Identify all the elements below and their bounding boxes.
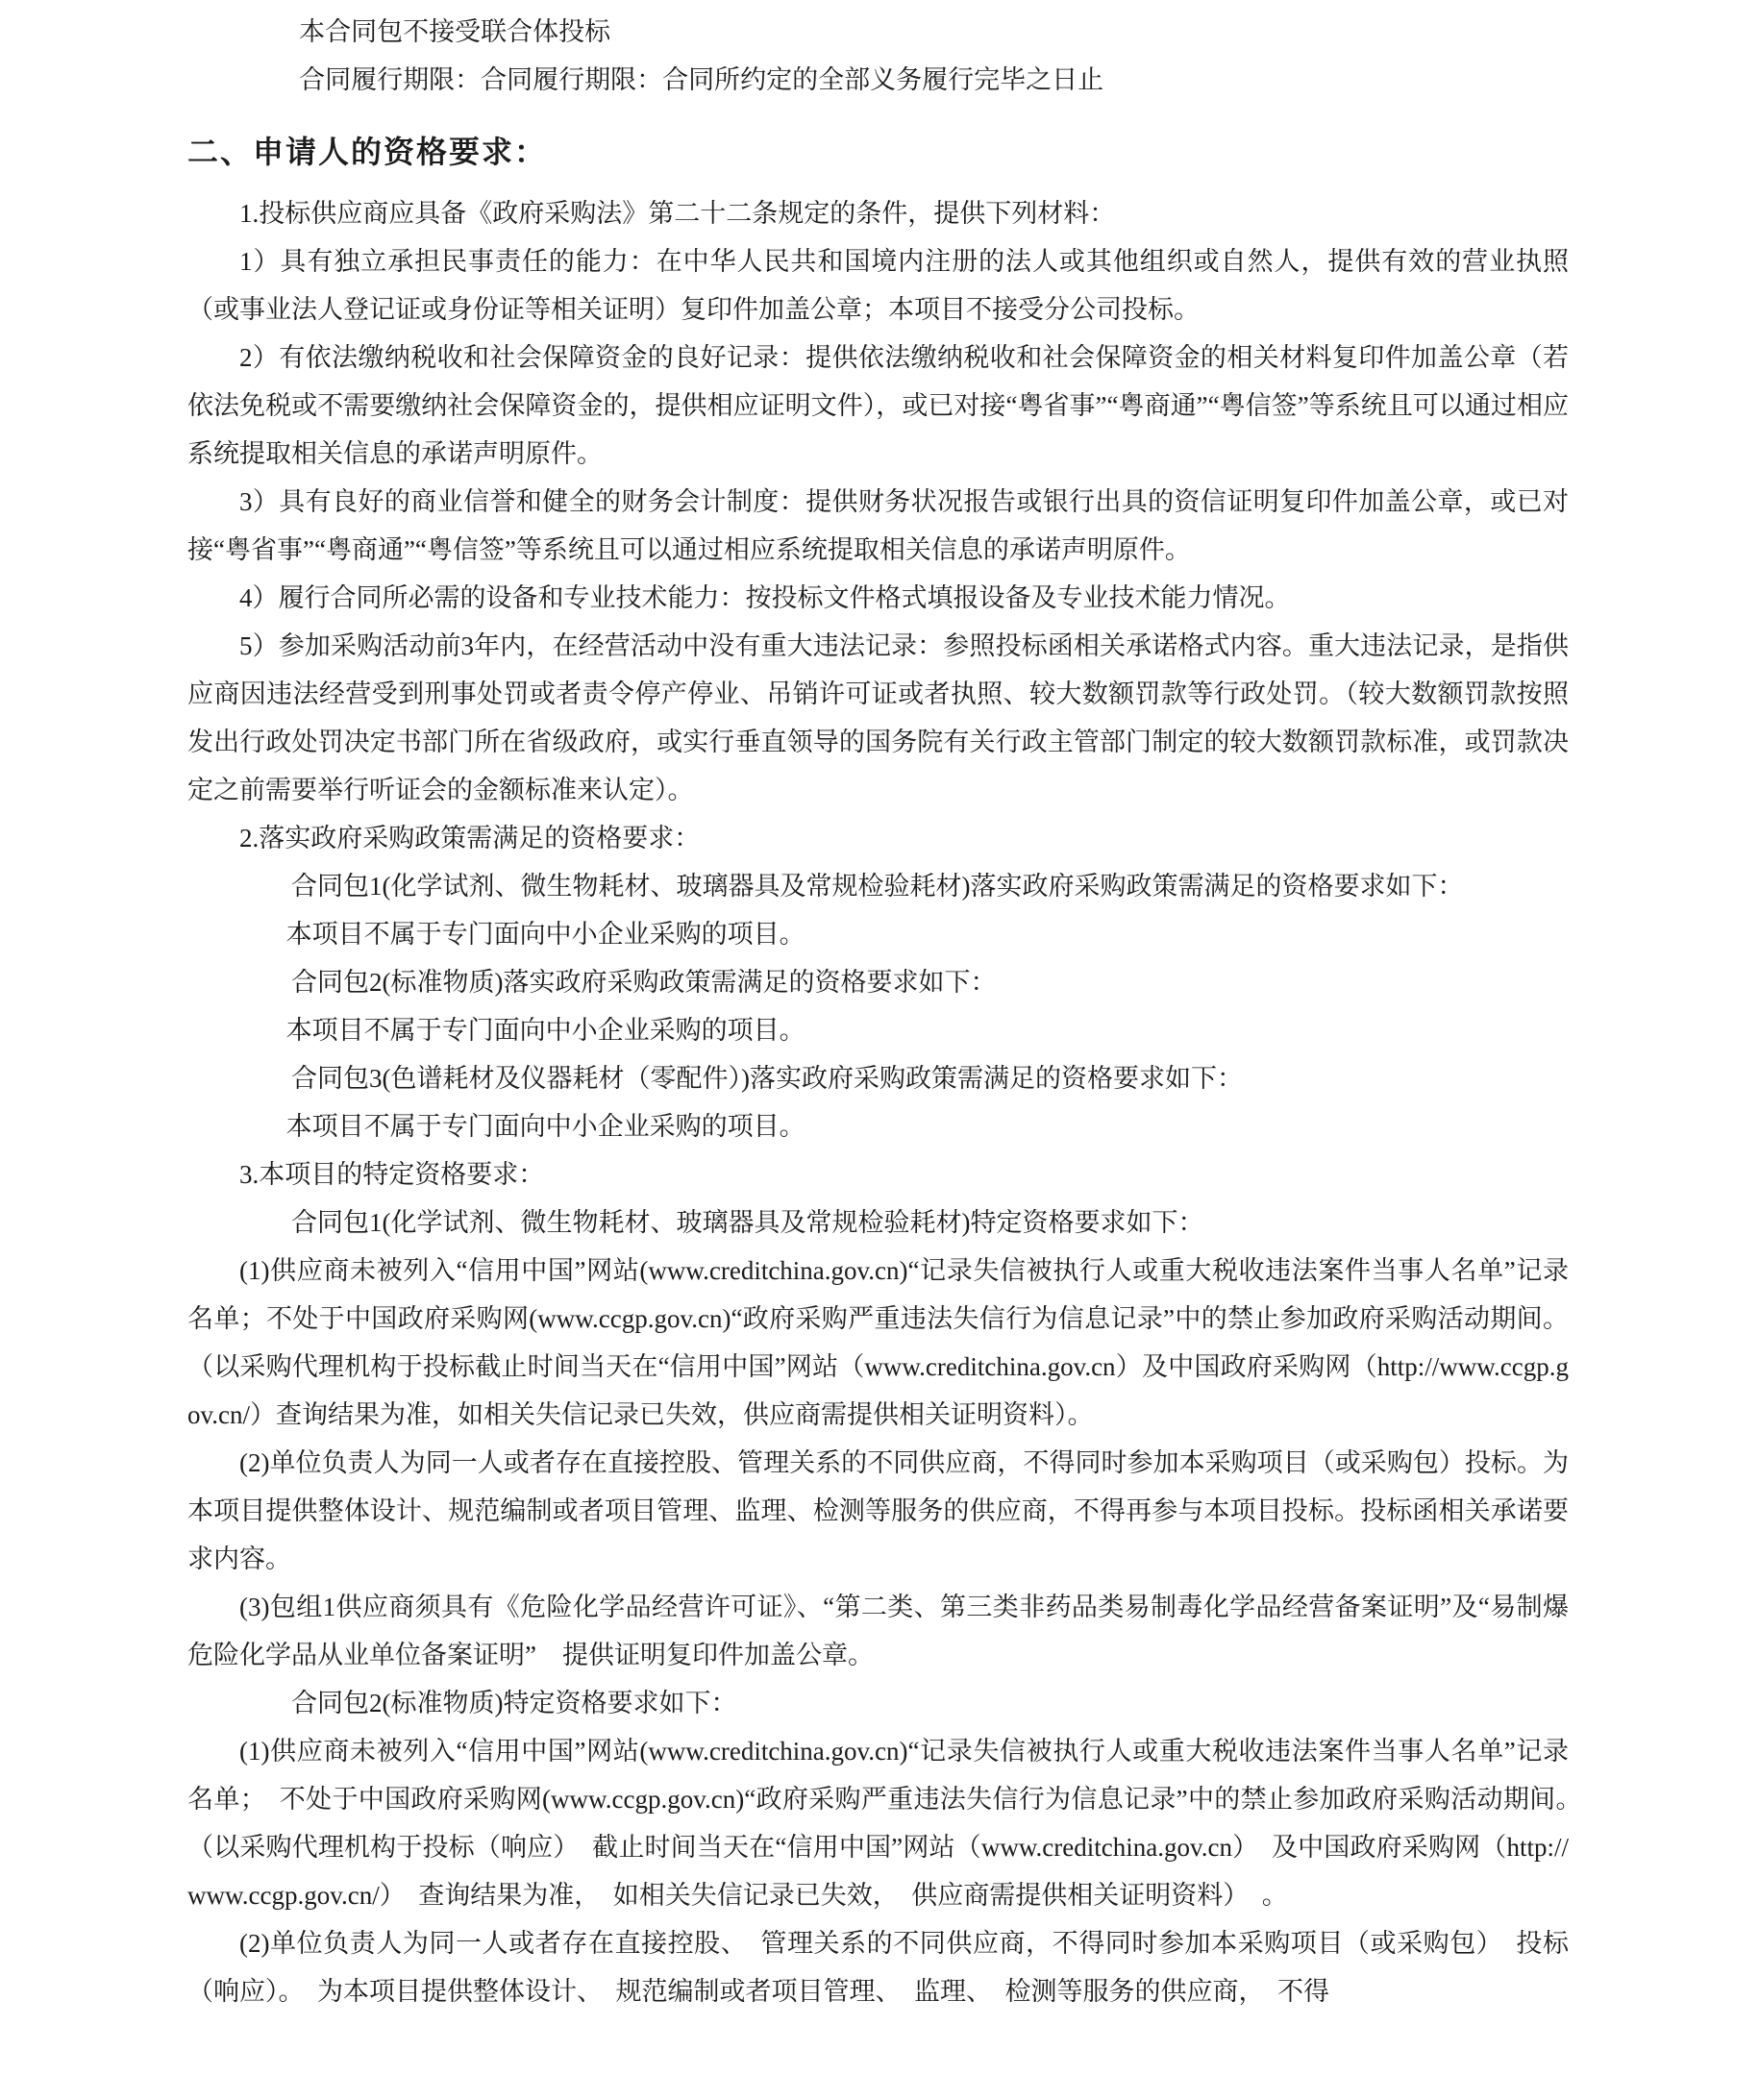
paragraph: 合同包1(化学试剂、微生物耗材、玻璃器具及常规检验耗材)落实政府采购政策需满足的资格要求如下：: [291, 872, 1464, 901]
paragraph: (2)单位负责人为同一人或者存在直接控股、管理关系的不同供应商，不得同时参加本采购项目（或采购包）投标。为本项目提供整体设计、规范编制或者项目管理、监理、检测等服务的供应商，不得再参与本项目投标。投标函相关承诺要求内容。: [187, 1448, 1569, 1573]
paragraph: 合同包3(色谱耗材及仪器耗材（零配件）)落实政府采购政策需满足的资格要求如下：: [291, 1064, 1243, 1093]
paragraph: (2)单位负责人为同一人或者存在直接控股、 管理关系的不同供应商，不得同时参加本采购项目（或采购包） 投标（响应）。 为本项目提供整体设计、 规范编制或者项目管理、 监理、 检测等服务的供应商， 不得: [187, 1929, 1569, 2006]
paragraph: 本项目不属于专门面向中小企业采购的项目。: [285, 1016, 805, 1045]
paragraph: 3.本项目的特定资格要求：: [239, 1160, 545, 1189]
paragraph: 本项目不属于专门面向中小企业采购的项目。: [285, 1112, 805, 1141]
paragraph: 2）有依法缴纳税收和社会保障资金的良好记录：提供依法缴纳税收和社会保障资金的相关材料复印件加盖公章（若依法免税或不需要缴纳社会保障资金的，提供相应证明文件），或已对接“粤省事”“粤商通”“粤信签”等系统且可以通过相应系统提取相关信息的承诺声明原件。: [187, 343, 1569, 468]
paragraph: 本项目不属于专门面向中小企业采购的项目。: [285, 920, 805, 949]
paragraph: (1)供应商未被列入“信用中国”网站(www.creditchina.gov.cn)“记录失信被执行人或重大税收违法案件当事人名单”记录名单； 不处于中国政府采购网(www.ccgp.gov.cn)“政府采购严重违法失信行为信息记录”中的禁止参加政府采购活动期间。 （以采购代理机构于投标（响应） 截止时间当天在“信用中国”网站（www.creditchina.gov.cn） 及中国政府采购网（http://www.ccgp.gov.cn/） 查询结果为准， 如相关失信记录已失效， 供应商需提供相关证明资料） 。: [187, 1737, 1595, 1910]
paragraph: 合同包1(化学试剂、微生物耗材、玻璃器具及常规检验耗材)特定资格要求如下：: [291, 1208, 1204, 1237]
paragraph: 合同包2(标准物质)特定资格要求如下：: [291, 1689, 737, 1717]
paragraph: 1.投标供应商应具备《政府采购法》第二十二条规定的条件，提供下列材料：: [239, 199, 1116, 228]
paragraph: (1)供应商未被列入“信用中国”网站(www.creditchina.gov.cn)“记录失信被执行人或重大税收违法案件当事人名单”记录名单；不处于中国政府采购网(www.ccgp.gov.cn)“政府采购严重违法失信行为信息记录”中的禁止参加政府采购活动期间。（以采购代理机构于投标截止时间当天在“信用中国”网站（www.creditchina.gov.cn）及中国政府采购网（http://www.ccgp.gov.cn/）查询结果为准，如相关失信记录已失效，供应商需提供相关证明资料）。: [187, 1256, 1569, 1429]
paragraph: 3）具有良好的商业信誉和健全的财务会计制度：提供财务状况报告或银行出具的资信证明复印件加盖公章，或已对接“粤省事”“粤商通”“粤信签”等系统且可以通过相应系统提取相关信息的承诺声明原件。: [187, 487, 1569, 564]
paragraph: 4）履行合同所必需的设备和专业技术能力：按投标文件格式填报设备及专业技术能力情况。: [239, 583, 1291, 612]
paragraph: 合同包2(标准物质)落实政府采购政策需满足的资格要求如下：: [291, 968, 997, 997]
paragraph: 5）参加采购活动前3年内，在经营活动中没有重大违法记录：参照投标函相关承诺格式内容。重大违法记录，是指供应商因违法经营受到刑事处罚或者责令停产停业、吊销许可证或者执照、较大数额罚款等行政处罚。（较大数额罚款按照发出行政处罚决定书部门所在省级政府，或实行垂直领导的国务院有关行政主管部门制定的较大数额罚款标准，或罚款决定之前需要举行听证会的金额标准来认定）。: [187, 631, 1569, 804]
intro-line: 本合同包不接受联合体投标: [299, 17, 611, 46]
paragraph: 1）具有独立承担民事责任的能力：在中华人民共和国境内注册的法人或其他组织或自然人，提供有效的营业执照（或事业法人登记证或身份证等相关证明）复印件加盖公章；本项目不接受分公司投标。: [187, 247, 1569, 324]
paragraph: (3)包组1供应商须具有《危险化学品经营许可证》、“第二类、第三类非药品类易制毒化学品经营备案证明”及“易制爆危险化学品从业单位备案证明” 提供证明复印件加盖公章。: [187, 1593, 1569, 1669]
paragraph: 2.落实政府采购政策需满足的资格要求：: [239, 824, 701, 852]
section-heading: 二、申请人的资格要求：: [187, 135, 548, 169]
intro-line: 合同履行期限：合同履行期限：合同所约定的全部义务履行完毕之日止: [299, 65, 1104, 94]
